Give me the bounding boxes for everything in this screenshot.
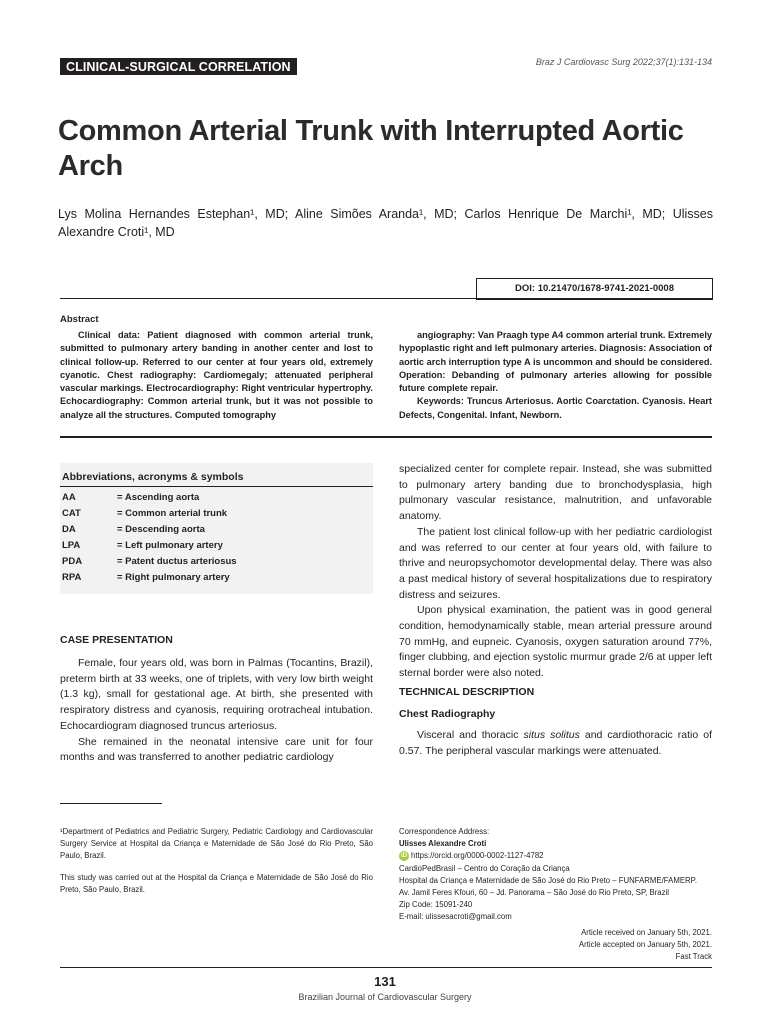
fast-track: Fast Track [675, 952, 712, 962]
abstract-text-left: Clinical data: Patient diagnosed with common arterial trunk, submitted to pulmonary artery banding in another center and lost to clinical follow-up. Referred to our center at four years old, extremely cyanotic. Chest radiography: Cardiomegaly; attenuated peripheral vascular markings. Electrocardiography: Right ventricular hypertrophy. Echocardiography: Common arterial trunk, but it was not possible to analyze all the structures. Computed tomography [60, 330, 373, 420]
address-line: Av. Jamil Feres Kfouri, 60 – Jd. Panorama – São José do Rio Preto, SP, Brazil [399, 888, 669, 898]
correspondence-name: Ulisses Alexandre Croti [399, 839, 487, 849]
zip-code: Zip Code: 15091-240 [399, 900, 473, 910]
abstract-right-column [399, 329, 712, 422]
abbr-row: LPA = Left pulmonary artery [62, 540, 223, 551]
orcid-icon: iD [401, 853, 407, 860]
page-number: 131 [374, 974, 396, 989]
abstract-heading: Abstract [60, 314, 99, 325]
abbr-row: AA = Ascending aorta [62, 492, 200, 503]
accepted-date: Article accepted on January 5th, 2021. [578, 939, 712, 949]
divider [60, 436, 712, 438]
orcid-link[interactable]: iD https://orcid.org/0000-0002-1127-4782 [401, 851, 544, 861]
study-footnote: This study was carried out at the Hospital da Criança e Maternidade de São José do Rio Preto, São Paulo, Brazil. [60, 873, 373, 895]
journal-citation: Braz J Cardiovasc Surg 2022;37(1):131-134 [535, 57, 712, 67]
doi-box[interactable]: DOI: 10.21470/1678-9741-2021-0008 [476, 278, 713, 300]
article-title: Common Arterial Trunk with Interrupted Aortic Arch [58, 115, 684, 182]
paragraph: specialized center for complete repair. Instead, she was submitted to pulmonary artery banding due to bronchodysplasia, high pulmonary vascular resistance, malnutrition, and unfavorable anatomy. [399, 463, 712, 523]
abbreviations-box [60, 463, 373, 594]
abbr-row: DA = Descending aorta [62, 524, 205, 535]
chest-radiography-heading: Chest Radiography [399, 708, 496, 720]
abbr-row: CAT = Common arterial trunk [62, 508, 228, 519]
address-line: Hospital da Criança e Maternidade de São José do Rio Preto – FUNFARME/FAMERP. [399, 875, 698, 885]
chest-radiography-text [399, 728, 712, 759]
affiliation-footnote: ¹Department of Pediatrics and Pediatric Surgery, Pediatric Cardiology and Cardiovascular Surgery Service at Hospital da Criança e Maternidade de São José do Rio Preto, São Paulo, Brazil. [60, 827, 373, 861]
abstract-left-column [60, 329, 373, 422]
paragraph: Female, four years old, was born in Palmas (Tocantins, Brazil), preterm birth at 33 weeks, one of triplets, with very low birth weight (1.3 kg), small for gestational age. At birth, she presented with respiratory distress and cyanosis, requiring orotracheal intubation. Echocardiogram diagnosed truncus arteriosus. [60, 657, 373, 732]
right-column-text [399, 462, 712, 682]
email[interactable]: E-mail: ulissesacroti@gmail.com [399, 912, 512, 922]
author-list: Lys Molina Hernandes Estephan¹, MD; Aline Simões Aranda¹, MD; Carlos Henrique De Marchi¹, MD; Ulisses Alexandre Croti¹, MD [58, 207, 713, 239]
paragraph: Visceral and thoracic situs solitus and cardiothoracic ratio of 0.57. The peripheral vascular markings were attenuated. [399, 729, 712, 757]
keywords: Keywords: Truncus Arteriosus. Aortic Coarctation. Cyanosis. Heart Defects, Congenital. Infant, Newborn. [399, 396, 712, 420]
divider [60, 967, 712, 968]
section-tag: CLINICAL-SURGICAL CORRELATION [60, 58, 297, 75]
correspondence-label: Correspondence Address: [399, 827, 490, 836]
correspondence-block [399, 826, 712, 963]
abbreviations-title: Abbreviations, acronyms & symbols [60, 463, 373, 487]
divider [60, 298, 712, 299]
abbr-row: RPA = Right pulmonary artery [62, 572, 230, 583]
abbr-row: PDA = Patent ductus arteriosus [62, 556, 237, 567]
technical-description-heading: TECHNICAL DESCRIPTION [399, 686, 535, 698]
paragraph: Upon physical examination, the patient was in good general condition, hemodynamically stable, mean arterial pressure around 70 mmHg, and eupneic. Cyanosis, oxygen saturation around 77%, finger clubbing, and ejection systolic murmur grade 2/6 at upper left sternal border were also noted. [399, 604, 712, 680]
abstract-text-right: angiography: Van Praagh type A4 common arterial trunk. Extremely hypoplastic right and left pulmonary arteries. Diagnosis: Association of aortic arch interruption type A is uncommon and should be considered. Operation: Debanding of pulmonary arteries allowing for possible future complete repair. [399, 330, 712, 394]
paragraph: The patient lost clinical follow-up with her pediatric cardiologist and was referred to our center at four years old, with failure to thrive and neuropsychomotor developmental delay. There was also a past medical history of several hospitalizations due to respiratory distress and seizures. [399, 525, 712, 601]
journal-name: Brazilian Journal of Cardiovascular Surgery [298, 992, 472, 1002]
paragraph: She remained in the neonatal intensive care unit for four months and was transferred to another pediatric cardiology [60, 735, 373, 764]
case-presentation-text [60, 656, 373, 766]
footnote-rule [60, 803, 162, 804]
case-presentation-heading: CASE PRESENTATION [60, 634, 173, 646]
address-line: CardioPedBrasil – Centro do Coração da Criança [399, 863, 570, 873]
received-date: Article received on January 5th, 2021. [581, 927, 712, 937]
